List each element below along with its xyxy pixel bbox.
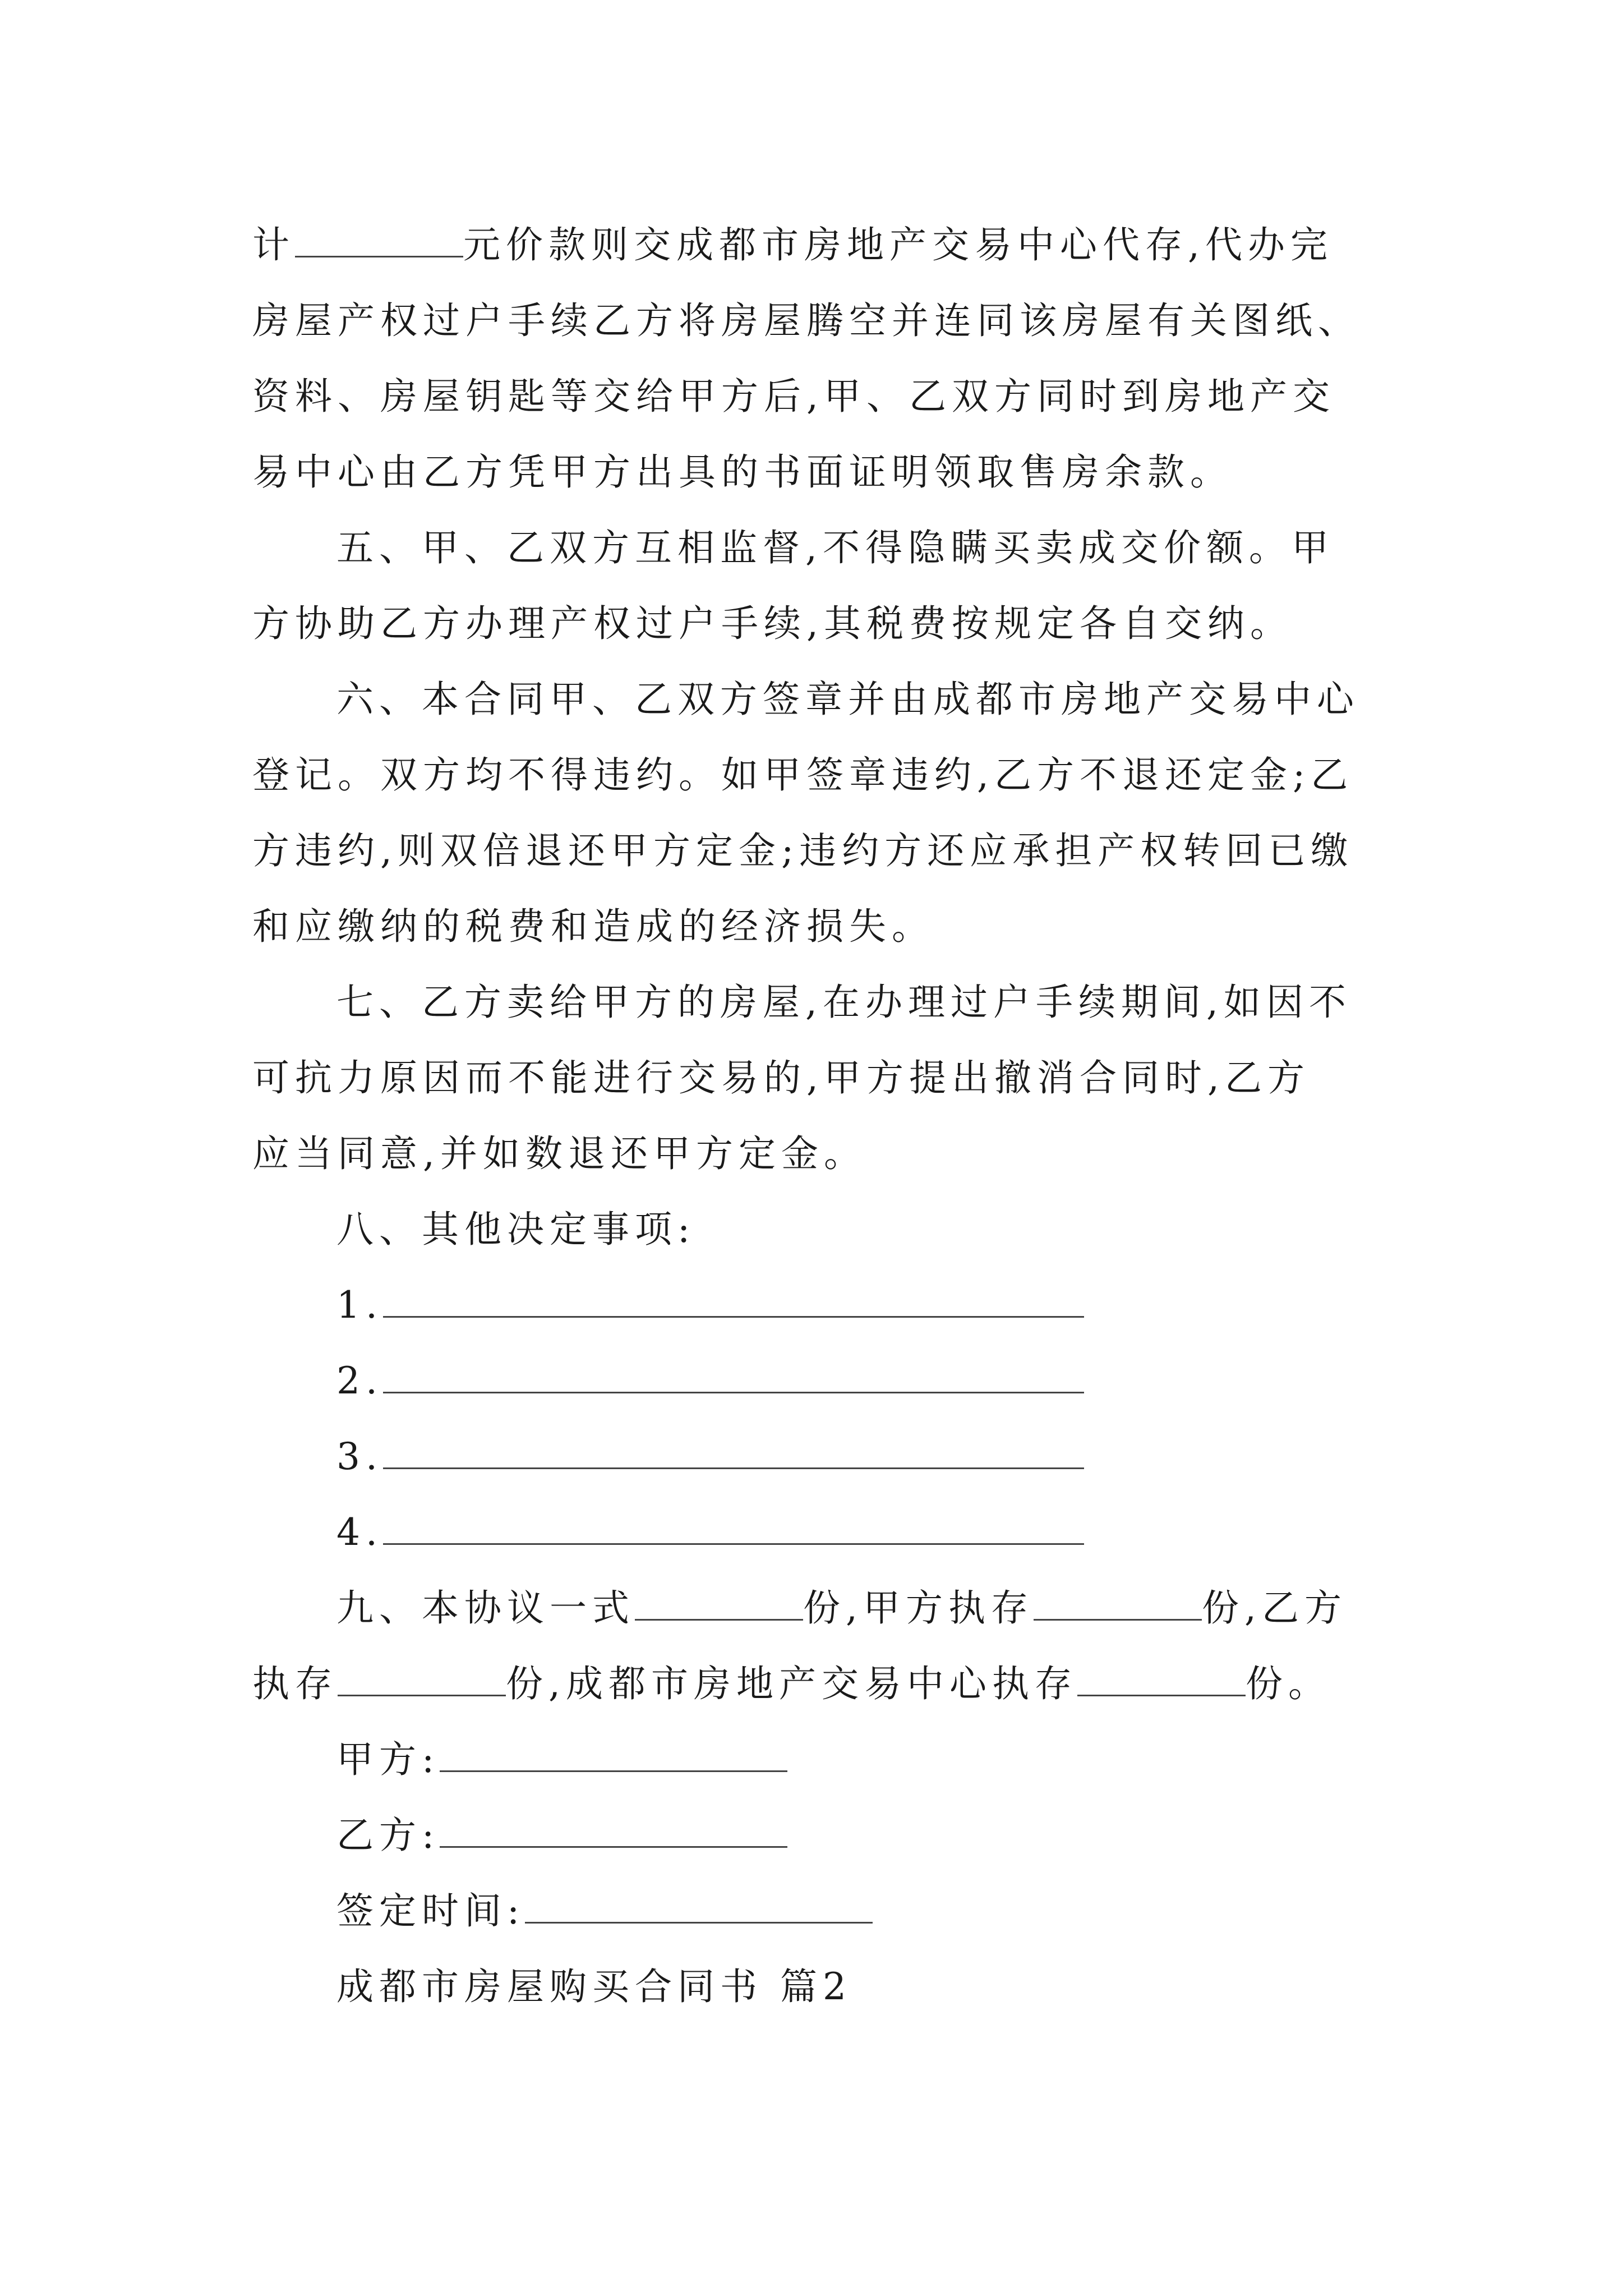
signature-party-a — [336, 1738, 787, 1781]
party-a-label: 甲方: — [336, 1738, 440, 1781]
party-b-label: 乙方: — [336, 1814, 440, 1857]
date-blank[interactable] — [525, 1893, 873, 1924]
other-item-1-blank[interactable] — [383, 1287, 1084, 1318]
p4-line-2: 房屋产权过户手续乙方将房屋腾空并连同该房屋有关图纸、 — [252, 299, 1361, 342]
p4-line-4: 易中心由乙方凭甲方出具的书面证明领取售房余款。 — [252, 450, 1233, 494]
next-section-title: 成都市房屋购买合同书 篇2 — [336, 1965, 852, 2008]
party-a-blank[interactable] — [440, 1741, 787, 1772]
copies-total-blank[interactable] — [635, 1590, 803, 1621]
other-item-1 — [336, 1283, 1084, 1327]
other-item-2-blank[interactable] — [383, 1363, 1084, 1393]
copies-party-a-blank[interactable] — [1034, 1590, 1202, 1621]
other-item-3-blank[interactable] — [383, 1438, 1084, 1469]
clause-5-line-1: 五、甲、乙双方互相监督,不得隐瞒买卖成交价额。甲 — [336, 526, 1334, 569]
clause-7-line-3: 应当同意,并如数退还甲方定金。 — [252, 1132, 866, 1175]
p4-line-1-text-a: 计 — [252, 223, 295, 266]
p4-line-1 — [252, 223, 1333, 266]
clause-9-text-f: 份。 — [1245, 1662, 1331, 1705]
clause-6-line-1: 六、本合同甲、乙双方签章并由成都市房地产交易中心 — [336, 678, 1359, 721]
clause-8-heading: 八、其他决定事项: — [336, 1208, 696, 1251]
other-item-3-number: 3. — [336, 1435, 383, 1478]
party-b-blank[interactable] — [440, 1817, 787, 1848]
clause-9-line-2 — [252, 1662, 1331, 1705]
other-item-4-number: 4. — [336, 1511, 383, 1554]
copies-center-blank[interactable] — [1077, 1665, 1246, 1696]
other-item-3 — [336, 1435, 1084, 1478]
other-item-2 — [336, 1359, 1084, 1402]
clause-7-line-1: 七、乙方卖给甲方的房屋,在办理过户手续期间,如因不 — [336, 981, 1352, 1024]
clause-9-text-a: 九、本协议一式 — [336, 1586, 635, 1630]
clause-9-text-e: 份,成都市房地产交易中心执存 — [506, 1662, 1077, 1705]
clause-6-line-4: 和应缴纳的税费和造成的经济损失。 — [252, 905, 934, 948]
signature-date — [336, 1889, 873, 1932]
other-item-4 — [336, 1511, 1084, 1554]
other-item-1-number: 1. — [336, 1283, 383, 1327]
other-item-2-number: 2. — [336, 1359, 383, 1402]
clause-6-line-2: 登记。双方均不得违约。如甲签章违约,乙方不退还定金;乙 — [252, 753, 1354, 797]
other-item-4-blank[interactable] — [383, 1514, 1084, 1545]
clause-9-line-1 — [336, 1586, 1347, 1630]
date-label: 签定时间: — [336, 1889, 525, 1932]
p4-line-3: 资料、房屋钥匙等交给甲方后,甲、乙双方同时到房地产交 — [252, 375, 1335, 418]
signature-party-b — [336, 1814, 787, 1857]
clause-7-line-2: 可抗力原因而不能进行交易的,甲方提出撤消合同时,乙方 — [252, 1056, 1310, 1099]
clause-9-text-c: 份,乙方 — [1201, 1586, 1347, 1630]
clause-9-text-b: 份,甲方执存 — [803, 1586, 1034, 1630]
p4-line-1-text-b: 元价款则交成都市房地产交易中心代存,代办完 — [463, 223, 1333, 266]
clause-9-text-d: 执存 — [252, 1662, 338, 1705]
amount-blank[interactable] — [295, 227, 463, 257]
clause-5-line-2: 方协助乙方办理产权过户手续,其税费按规定各自交纳。 — [252, 602, 1293, 645]
copies-party-b-blank[interactable] — [338, 1665, 506, 1696]
clause-6-line-3: 方违约,则双倍退还甲方定金;违约方还应承担产权转回已缴 — [252, 829, 1354, 872]
